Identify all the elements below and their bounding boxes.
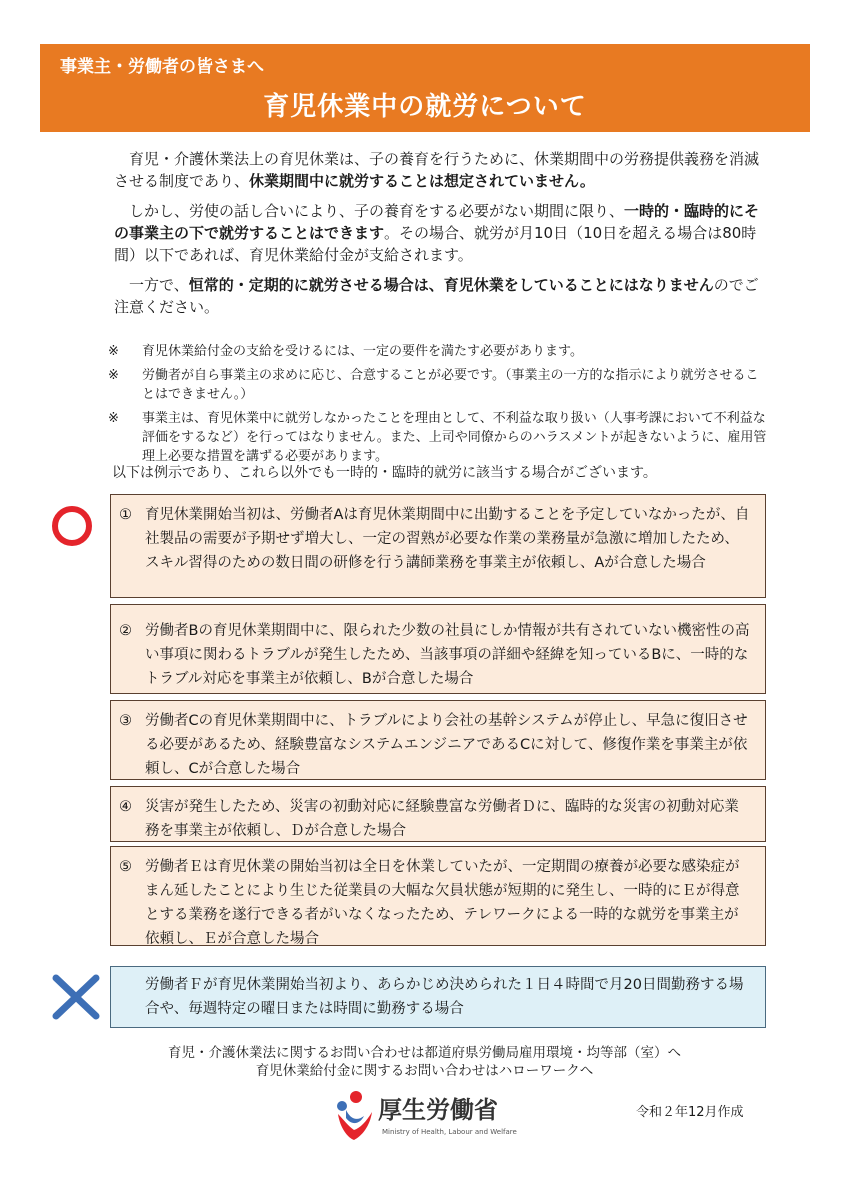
intro-p3-text: 一方で、 — [129, 276, 189, 294]
ok-example-2 — [110, 604, 766, 694]
intro-p2-text-end: 。その場合、就労が月10日（10日を超える場合は80時間）以下であれば、育児休業給付金が支給されます。 — [114, 224, 757, 264]
ok-example-5 — [110, 846, 766, 946]
note-mark: ※ — [108, 368, 119, 383]
ok-example-4 — [110, 786, 766, 842]
note-text: 育児休業給付金の支給を受けるには、一定の要件を満たす必要があります。 — [142, 344, 583, 359]
example-number: ① — [119, 507, 132, 523]
intro-paragraph-3 — [114, 274, 764, 318]
note-item — [108, 409, 768, 466]
blue-cross-icon — [48, 972, 104, 1022]
header-subtitle: 事業主・労働者の皆さまへ — [60, 57, 264, 77]
note-mark: ※ — [108, 411, 119, 426]
intro-p2-bold: 一時的・臨時的にその事業主の下で就労することはできます — [114, 202, 760, 242]
logo-english: Ministry of Health, Labour and Welfare — [382, 1128, 517, 1136]
contact-line-1: 育児・介護休業法に関するお問い合わせは都道府県労働局雇用環境・均等部（室）へ — [168, 1045, 681, 1061]
note-text: 事業主は、育児休業中に就労しなかったことを理由として、不利益な取り扱い（人事考課において不利益な評価をするなど）を行ってはなりません。また、上司や同僚からのハラスメントが起きないように、雇用管理上必要な措置を講ずる必要があります。 — [142, 411, 767, 464]
example-text: 災害が発生したため、災害の初動対応に経験豊富な労働者Ｄに、臨時的な災害の初動対応業務を事業主が依頼し、Ｄが合意した場合 — [145, 799, 739, 839]
intro-p2-text: しかし、労使の話し合いにより、子の養育をする必要がない期間に限り、 — [129, 202, 625, 220]
intro-paragraph-1 — [114, 148, 764, 192]
example-text: 労働者Cの育児休業期間中に、トラブルにより会社の基幹システムが停止し、早急に復旧させる必要があるため、経験豊富なシステムエンジニアであるCに対して、修復作業を事業主が依頼し、Cが合意した場合 — [145, 713, 748, 777]
header-banner — [40, 44, 810, 132]
creation-date: 令和２年12月作成 — [636, 1105, 744, 1120]
example-text: 育児休業開始当初は、労働者Aは育児休業期間中に出勤することを予定していなかったが、自社製品の需要が予期せず増大し、一定の習熟が必要な作業の業務量が急激に増加したため、スキル習得のための数日間の研修を行う講師業務を事業主が依頼し、Aが合意した場合 — [145, 507, 750, 571]
intro-p3-bold: 恒常的・定期的に就労させる場合は、育児休業をしていることにはなりません — [188, 276, 714, 294]
note-mark: ※ — [108, 344, 119, 359]
ok-example-1 — [110, 494, 766, 598]
ng-example-text: 労働者Ｆが育児休業開始当初より、あらかじめ決められた１日４時間で月20日間勤務する場合や、毎週特定の曜日または時間に勤務する場合 — [145, 977, 744, 1017]
example-number: ④ — [119, 799, 132, 815]
example-number: ⑤ — [119, 859, 132, 875]
intro-paragraph-2 — [114, 200, 764, 266]
page-title: 育児休業中の就労について — [263, 92, 587, 122]
logo-name: 厚生労働省 — [378, 1096, 498, 1124]
notes-list — [108, 342, 768, 471]
example-number: ② — [119, 623, 132, 639]
note-text: 労働者が自ら事業主の求めに応じ、合意することが必要です。（事業主の一方的な指示により就労させることはできません。） — [142, 368, 759, 402]
ok-example-3 — [110, 700, 766, 780]
intro-p3-text-end: のでご注意ください。 — [114, 276, 759, 316]
ng-example — [110, 966, 766, 1028]
example-number: ③ — [119, 713, 132, 729]
example-text: 労働者Bの育児休業期間中に、限られた少数の社員にしか情報が共有されていない機密性の高い事項に関わるトラブルが発生したため、当該事項の詳細や経緯を知っているBに、一時的なトラブル対応を事業主が依頼し、Bが合意した場合 — [145, 623, 750, 687]
intro-p1-bold: 休業期間中に就労することは想定されていません。 — [249, 172, 595, 190]
mhlw-logo — [330, 1088, 550, 1148]
red-circle-icon — [52, 506, 92, 546]
example-text: 労働者Ｅは育児休業の開始当初は全日を休業していたが、一定期間の療養が必要な感染症がまん延したことにより生じた従業員の大幅な欠員状態が短期的に発生し、一時的にＥが得意とする業務を遂行できる者がいなくなったため、テレワークによる一時的な就労を事業主が依頼し、Ｅが合意した場合 — [145, 859, 740, 947]
mhlw-logo-icon — [330, 1088, 376, 1144]
examples-lead: 以下は例示であり、これら以外でも一時的・臨時的就労に該当する場合がございます。 — [112, 465, 657, 481]
note-item — [108, 342, 768, 361]
contact-line-2: 育児休業給付金に関するお問い合わせはハローワークへ — [255, 1063, 594, 1079]
intro-p1-text: 育児・介護休業法上の育児休業は、子の養育を行うために、休業期間中の労務提供義務を消滅させる制度であり、 — [114, 150, 760, 190]
note-item — [108, 366, 768, 404]
